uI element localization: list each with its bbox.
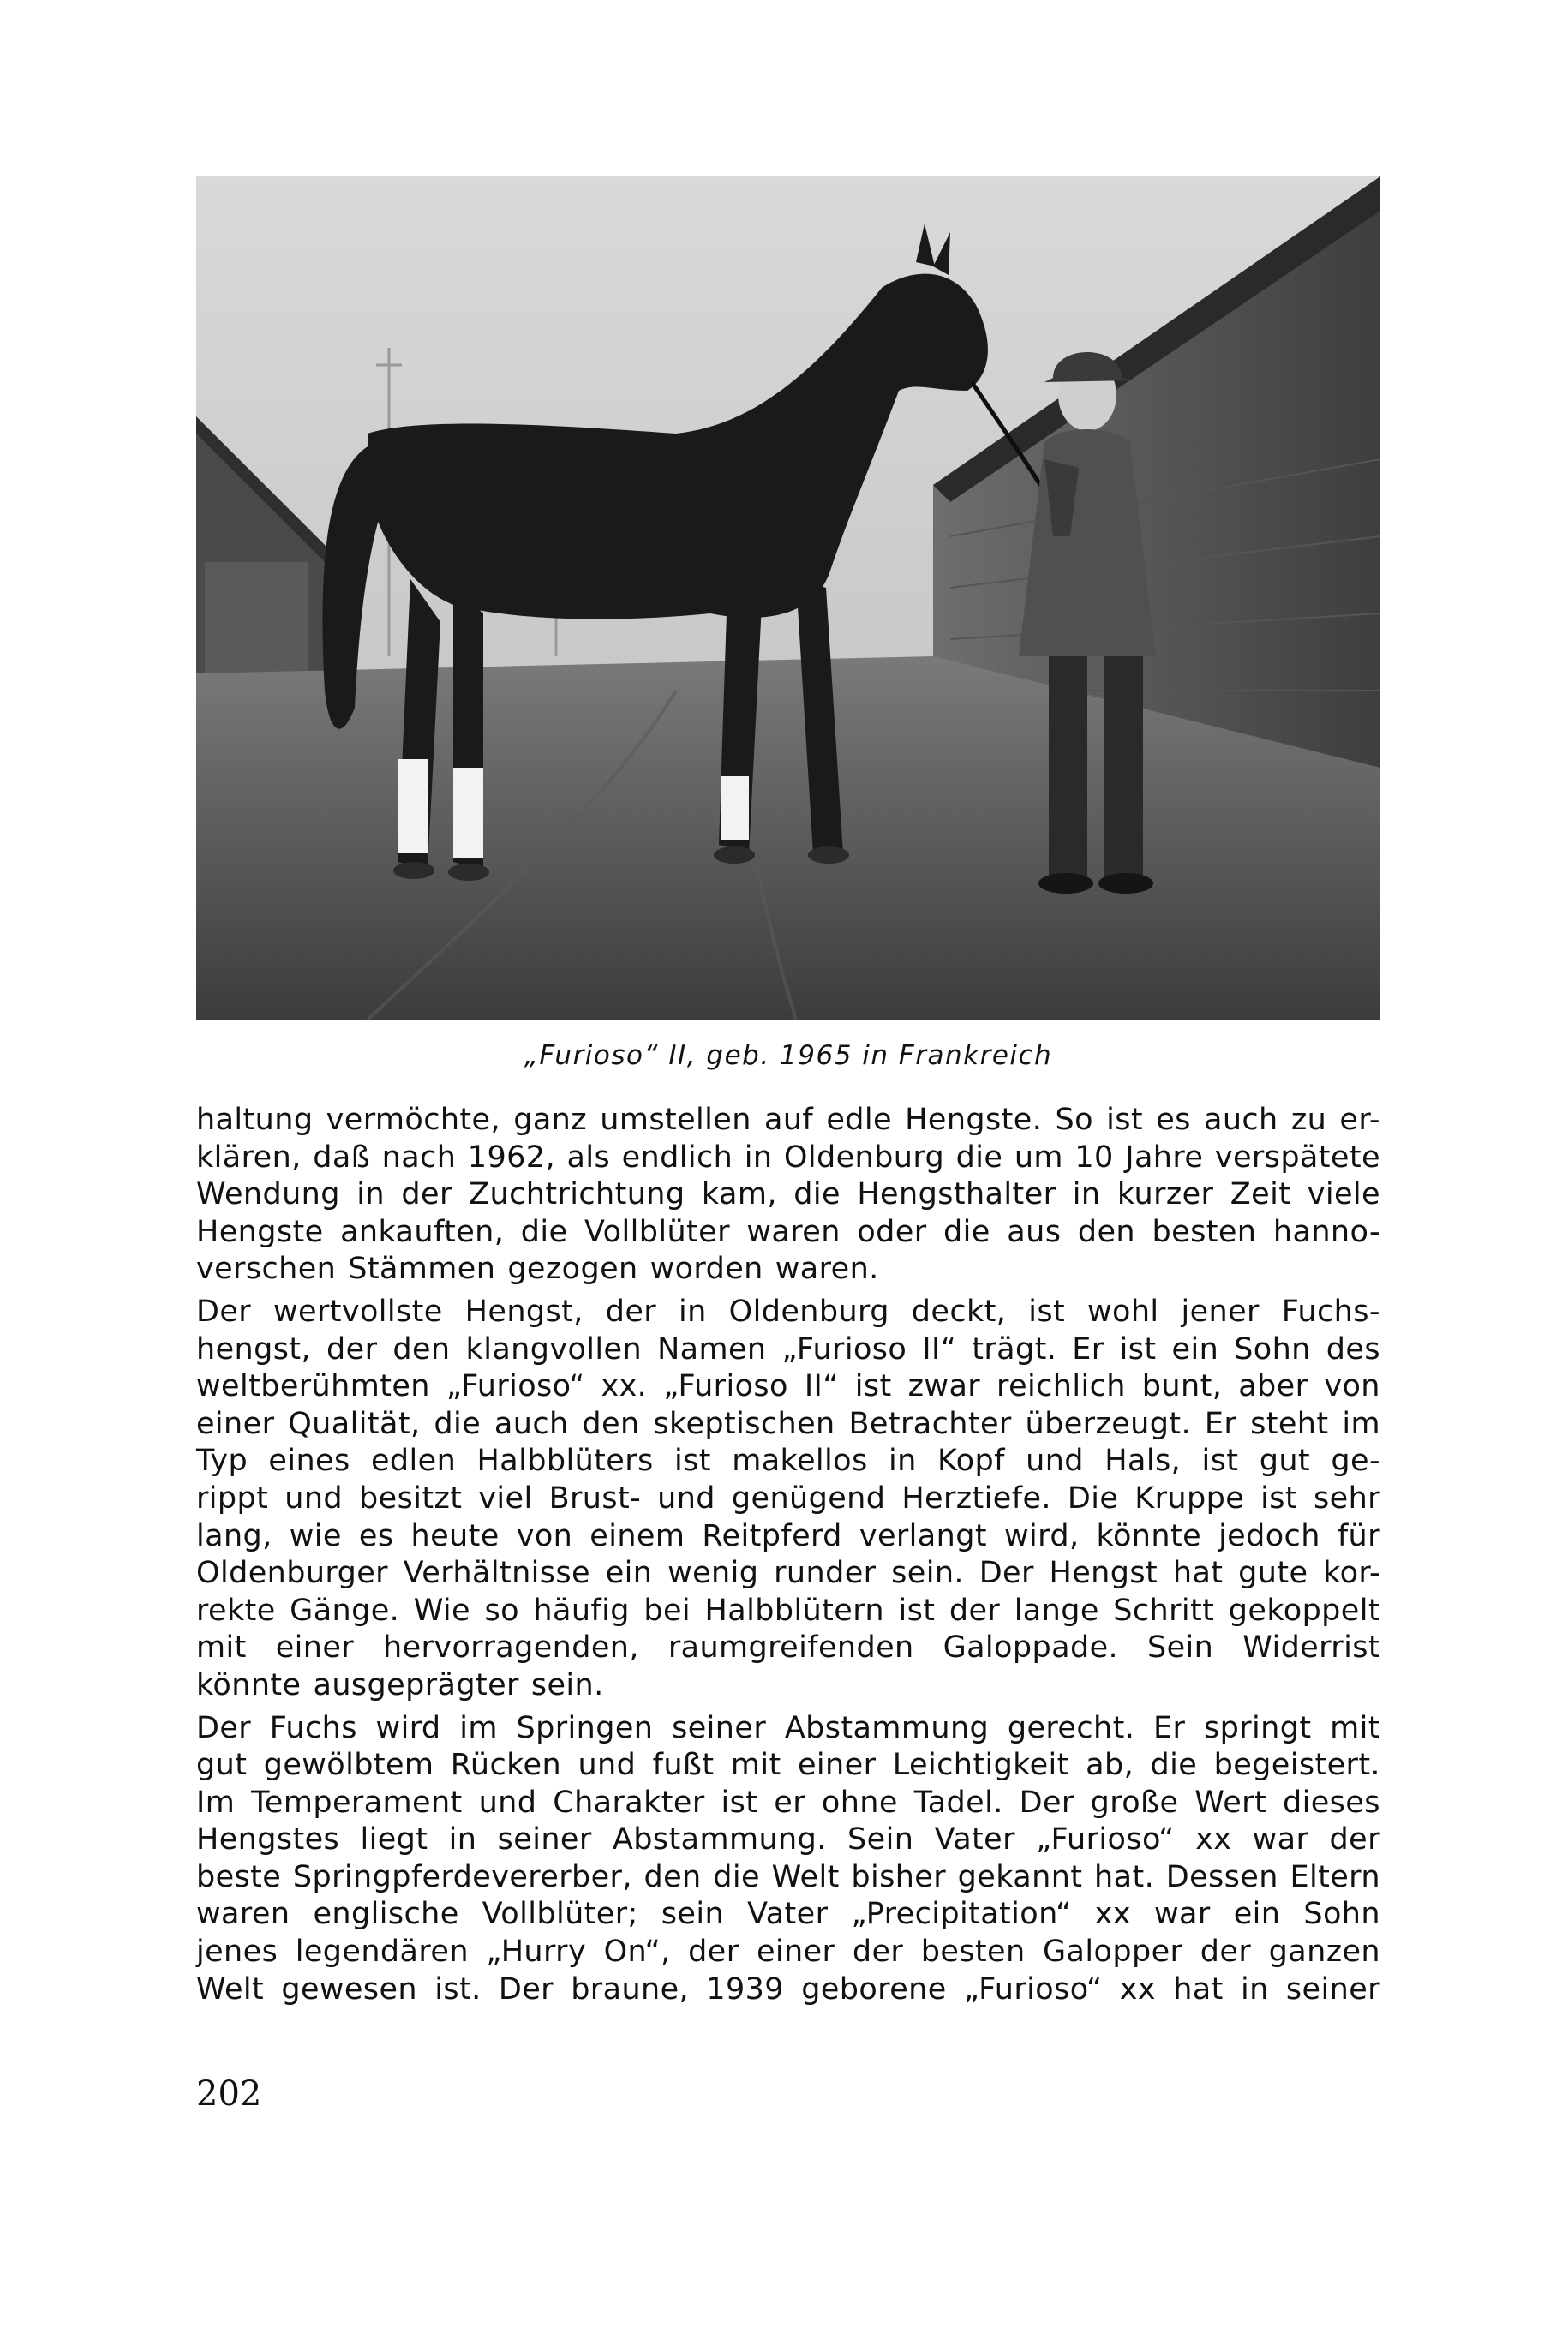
text-line: waren englische Vollblüter; sein Vater „Precipitation“ xx war ein Sohn [196, 1897, 1380, 1932]
paragraph [196, 1294, 1380, 1705]
text-line: gut gewölbtem Rücken und fußt mit einer Leichtigkeit ab, die begeistert. [196, 1748, 1380, 1783]
text-line: Welt gewesen ist. Der braune, 1939 geborene „Furioso“ xx hat in seiner [196, 1971, 1380, 2007]
text-line: Hengste ankauften, die Vollblüter waren oder die aus den besten hanno- [196, 1214, 1380, 1249]
text-line: haltung vermöchte, ganz umstellen auf edle Hengste. So ist es auch zu er- [196, 1103, 1380, 1137]
text-line: hengst, der den klangvollen Namen „Furioso II“ trägt. Er ist ein Sohn des [196, 1331, 1380, 1367]
text-line: Im Temperament und Charakter ist er ohne Tadel. Der große Wert dieses [196, 1785, 1380, 1820]
page-number: 202 [196, 2074, 262, 2114]
text-line: Typ eines edlen Halbblüters ist makellos in Kopf und Hals, ist gut ge- [196, 1444, 1380, 1479]
text-line: jenes legendären „Hurry On“, der einer der besten Galopper der ganzen [196, 1935, 1380, 1970]
text-line: klären, daß nach 1962, als endlich in Oldenburg die um 10 Jahre verspätete [196, 1140, 1380, 1175]
text-line: weltberühmten „Furioso“ xx. „Furioso II“ ist zwar reichlich bunt, aber von [196, 1369, 1380, 1404]
figure-caption: „Furioso“ II, geb. 1965 in Frankreich [524, 1040, 1053, 1071]
text-line: rippt und besitzt viel Brust- und genügend Herztiefe. Die Kruppe ist sehr [196, 1481, 1380, 1516]
text-line: Der Fuchs wird im Springen seiner Abstammung gerecht. Er springt mit [196, 1710, 1380, 1745]
text-line: mit einer hervorragenden, raumgreifenden Galoppade. Sein Widerrist [196, 1630, 1380, 1666]
paragraph [196, 1710, 1380, 2009]
photo-illustration [196, 176, 1380, 1020]
text-line: Der wertvollste Hengst, der in Oldenburg deckt, ist wohl jener Fuchs- [196, 1294, 1380, 1329]
photo-horse-stallion [196, 176, 1380, 1020]
text-line: beste Springpferdevererber, den die Welt bisher gekannt hat. Dessen Eltern [196, 1859, 1380, 1894]
text-line: Wendung in der Zuchtrichtung kam, die Hengsthalter in kurzer Zeit viele [196, 1177, 1380, 1212]
body-text [196, 1102, 1380, 2013]
text-line: rekte Gänge. Wie so häufig bei Halbblütern ist der lange Schritt gekoppelt [196, 1593, 1380, 1628]
text-line: verschen Stämmen gezogen worden waren. [196, 1252, 879, 1287]
text-line: Hengstes liegt in seiner Abstammung. Sein Vater „Furioso“ xx war der [196, 1822, 1380, 1857]
text-line: Oldenburger Verhältnisse ein wenig runder sein. Der Hengst hat gute kor- [196, 1556, 1380, 1591]
text-line: einer Qualität, die auch den skeptischen Betrachter überzeugt. Er steht im [196, 1406, 1380, 1441]
text-line: lang, wie es heute von einem Reitpferd verlangt wird, könnte jedoch für [196, 1518, 1380, 1553]
text-line: könnte ausgeprägter sein. [196, 1667, 604, 1702]
paragraph [196, 1102, 1380, 1289]
